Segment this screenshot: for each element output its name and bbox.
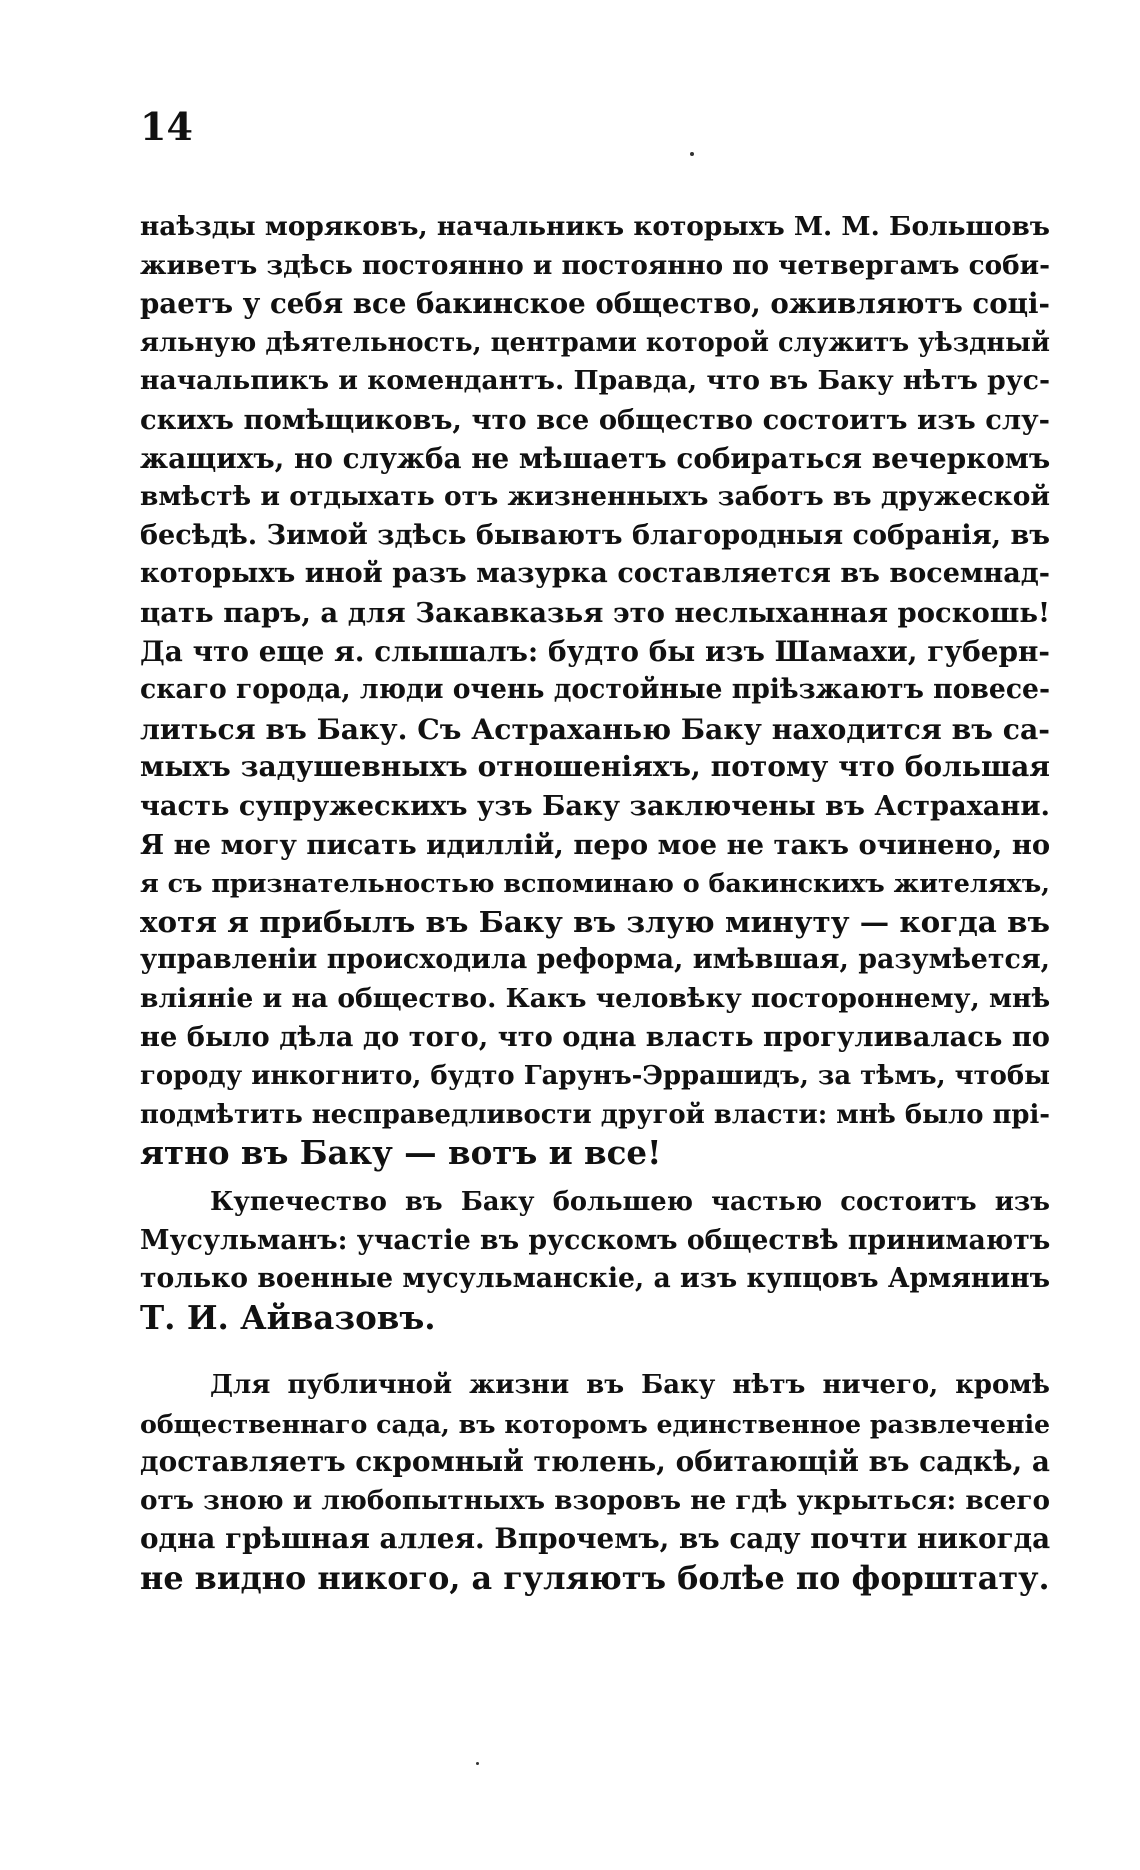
text-line: скихъ помѣщиковъ, что все общество состоитъ изъ слу- bbox=[140, 403, 1050, 436]
text-line: ятно въ Баку — вотъ и все! bbox=[140, 1133, 662, 1173]
text-line: городу инкогнито, будто Гарунъ-Эррашидъ, за тѣмъ, чтобы bbox=[140, 1061, 1050, 1092]
text-line: подмѣтить несправедливости другой власти: мнѣ было прі- bbox=[140, 1099, 1050, 1130]
text-line: яльную дѣятельность, центрами которой служитъ уѣздный bbox=[140, 327, 1050, 358]
page-number: 14 bbox=[140, 104, 193, 149]
text-line: наѣзды моряковъ, начальникъ которыхъ М. М. Большовъ bbox=[140, 211, 1050, 242]
text-line: начальпикъ и комендантъ. Правда, что въ Баку нѣтъ рус- bbox=[140, 365, 1051, 397]
paragraph-1 bbox=[140, 208, 1050, 1173]
text-line: вмѣстѣ и отдыхать отъ жизненныхъ заботъ въ дружеской bbox=[140, 481, 1050, 513]
text-line: литься въ Баку. Съ Астраханью Баку находится въ са- bbox=[140, 711, 1050, 746]
text-line: одна грѣшная аллея. Впрочемъ, въ саду почти никогда bbox=[140, 1522, 1051, 1556]
text-line: бесѣдѣ. Зимой здѣсь бываютъ благородныя собранія, въ bbox=[140, 519, 1050, 551]
text-line: раетъ у себя все бакинское общество, оживляютъ соці- bbox=[140, 287, 1050, 321]
text-line: скаго города, люди очень достойные пріѣзжаютъ повесе- bbox=[140, 674, 1050, 706]
ink-speck bbox=[690, 152, 694, 156]
text-line: часть супружескихъ узъ Баку заключены въ Астрахани. bbox=[140, 789, 1050, 822]
text-line: Мусульманъ: участіе въ русскомъ обществѣ принимаютъ bbox=[140, 1224, 1051, 1256]
text-line: цать паръ, а для Закавказья это неслыханная роскошь! bbox=[140, 596, 1050, 629]
paragraph-2 bbox=[140, 1183, 1050, 1337]
text-line: Я не могу писать идиллій, перо мое не такъ очинено, но bbox=[140, 828, 1051, 861]
ink-speck bbox=[476, 1762, 479, 1765]
paragraph-3 bbox=[140, 1366, 1050, 1598]
text-line: хотя я прибылъ въ Баку въ злую минуту — когда въ bbox=[140, 903, 1050, 939]
text-line: не видно никого, а гуляютъ болѣе по форштату. bbox=[140, 1558, 1050, 1597]
text-line: Купечество въ Баку большею частью состоитъ изъ bbox=[210, 1187, 1050, 1217]
text-line: управленіи происходила реформа, имѣвшая, разумѣется, bbox=[140, 944, 1050, 976]
text-line: общественнаго сада, въ которомъ единственное развлеченіе bbox=[140, 1408, 1051, 1439]
text-line: не было дѣла до того, что одна власть прогуливалась по bbox=[140, 1021, 1050, 1054]
text-line: я съ признательностью вспоминаю о бакинскихъ жителяхъ, bbox=[140, 868, 1050, 899]
text-line: живетъ здѣсь постоянно и постоянно по четвергамъ соби- bbox=[140, 249, 1050, 281]
text-line: отъ зною и любопытныхъ взоровъ не гдѣ укрыться: всего bbox=[140, 1484, 1050, 1516]
text-line: Т. И. Айвазовъ. bbox=[140, 1297, 436, 1337]
text-line: Для публичной жизни въ Баку нѣтъ ничего, кромѣ bbox=[210, 1370, 1050, 1400]
text-line: жащихъ, но служба не мѣшаетъ собираться вечеркомъ bbox=[140, 441, 1051, 475]
text-line: которыхъ иной разъ мазурка составляется въ восемнад- bbox=[140, 558, 1050, 590]
text-line: вліяніе и на общество. Какъ человѣку постороннему, мнѣ bbox=[140, 982, 1051, 1014]
text-line: мыхъ задушевныхъ отношеніяхъ, потому что большая bbox=[140, 750, 1050, 784]
text-line: Да что еще я. слышалъ: будто бы изъ Шамахи, губерн- bbox=[140, 634, 1050, 668]
text-line: доставляетъ скромный тюлень, обитающій въ садкѣ, а bbox=[140, 1445, 1050, 1479]
text-line: только военные мусульманскіе, а изъ купцовъ Армянинъ bbox=[140, 1263, 1050, 1295]
